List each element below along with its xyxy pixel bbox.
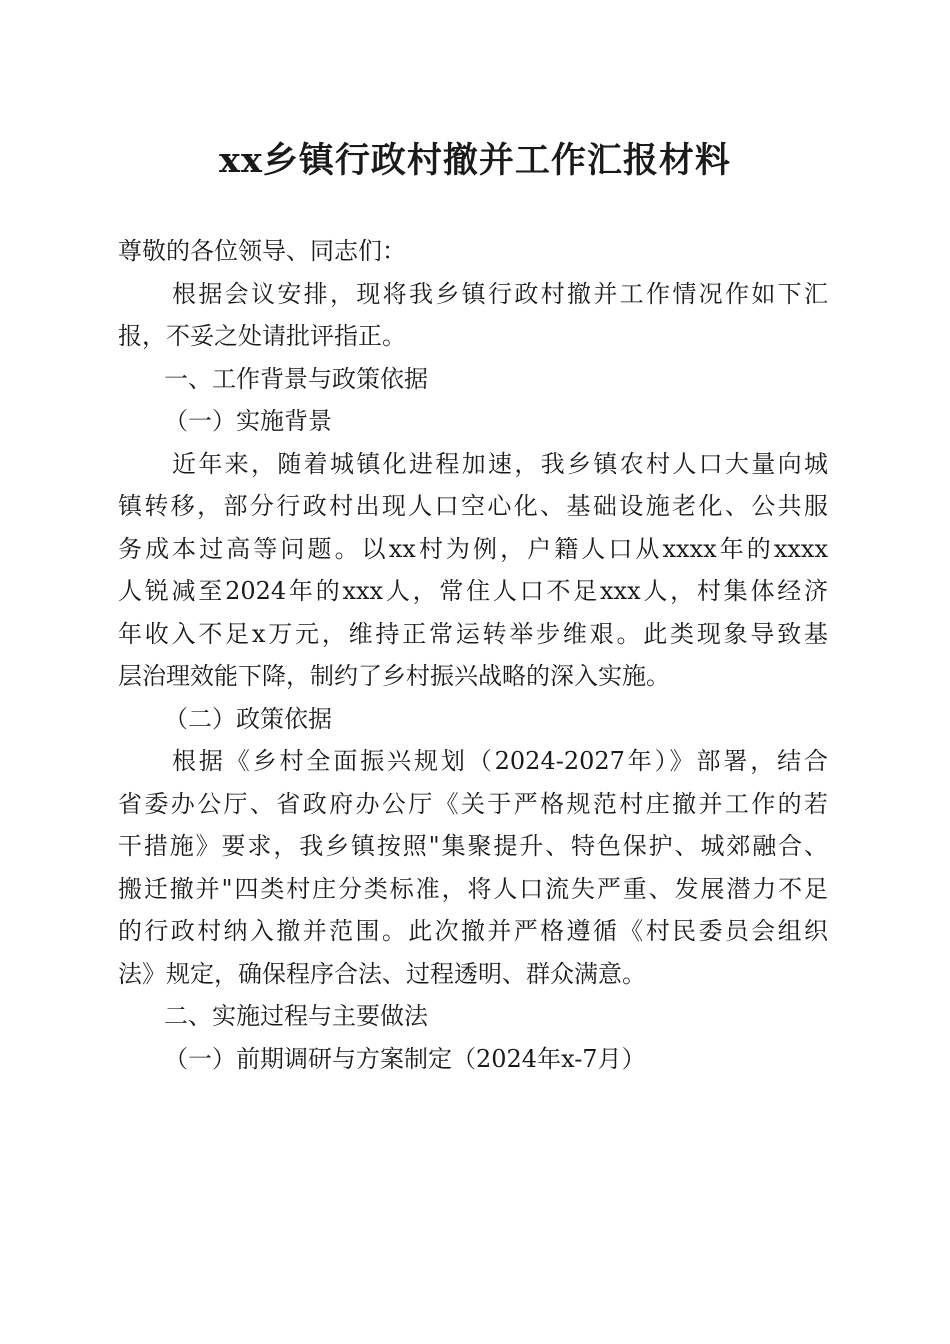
paragraph-line: 近年来，随着城镇化进程加速，我乡镇农村人口大量向城	[172, 449, 828, 478]
paragraph-line: 层治理效能下降，制约了乡村振兴战略的深入实施。	[118, 662, 670, 690]
paragraph-line: 根据《乡村全面振兴规划（2024-2027年）》部署，结合	[172, 747, 828, 775]
section2-sub1-heading: （一）前期调研与方案制定（2024年x-7月）	[164, 1044, 646, 1073]
paragraph-line: 搬迁撤并"四类村庄分类标准，将人口流失严重、发展潜力不足	[118, 874, 828, 903]
section1-heading: 一、工作背景与政策依据	[164, 364, 428, 393]
paragraph-line: 镇转移，部分行政村出现人口空心化、基础设施老化、公共服	[118, 492, 828, 520]
paragraph-line: 法》规定，确保程序合法、过程透明、群众满意。	[118, 959, 646, 988]
salutation: 尊敬的各位领导、同志们：	[118, 237, 406, 265]
paragraph-line: 务成本过高等问题。以xx村为例，户籍人口从xxxx年的xxxx	[118, 534, 828, 563]
intro-line-1: 根据会议安排，现将我乡镇行政村撤并工作情况作如下汇	[172, 279, 828, 308]
paragraph-line: 干措施》要求，我乡镇按照"集聚提升、特色保护、城郊融合、	[118, 832, 828, 860]
document-body	[118, 230, 828, 1080]
paragraph-line: 省委办公厅、省政府办公厅《关于严格规范村庄撤并工作的若	[118, 789, 828, 818]
section2-heading: 二、实施过程与主要做法	[164, 1002, 428, 1030]
section1-sub2-heading: （二）政策依据	[164, 704, 332, 733]
section1-sub1-heading: （一）实施背景	[164, 407, 332, 435]
document-title: xx乡镇行政村撤并工作汇报材料	[219, 140, 731, 181]
intro-line-2: 报，不妥之处请批评指正。	[118, 322, 406, 350]
paragraph-line: 年收入不足x万元，维持正常运转举步维艰。此类现象导致基	[118, 619, 828, 648]
paragraph-line: 人锐减至2024年的xxx人，常住人口不足xxx人，村集体经济	[118, 577, 828, 605]
paragraph-line: 的行政村纳入撤并范围。此次撤并严格遵循《村民委员会组织	[118, 917, 828, 945]
